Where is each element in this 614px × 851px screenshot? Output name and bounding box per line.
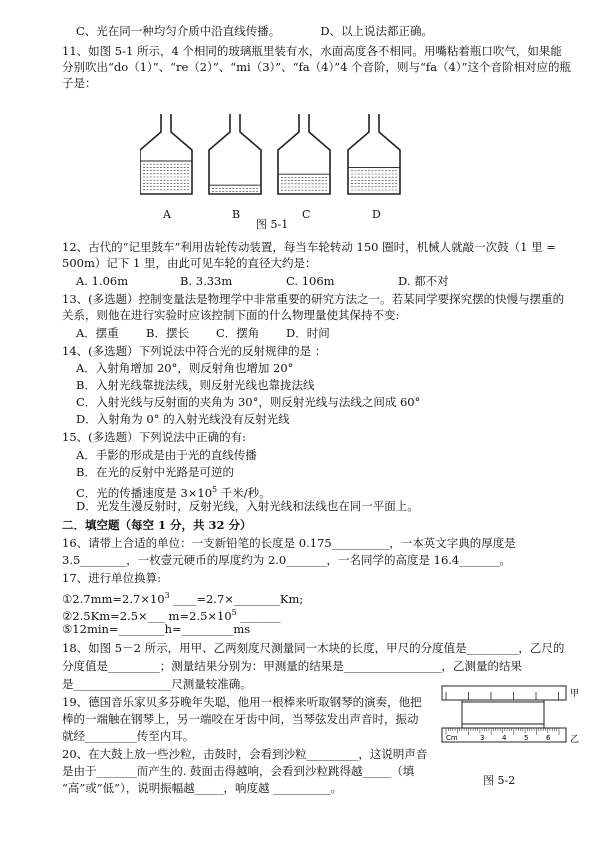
q16-line-1: 16、请带上合适的单位：一支新铅笔的长度是 0.175__________，一本英文字典的厚度是 bbox=[62, 536, 516, 550]
q15-option-c-exponent: 5 bbox=[212, 485, 218, 494]
q12-line-2: 500m）记下 1 里，由此可见车轮的直径大约是： bbox=[62, 256, 317, 270]
bottle-water bbox=[348, 168, 400, 190]
q13-option-d: D．时间 bbox=[286, 326, 330, 340]
bottle-outline bbox=[140, 114, 192, 194]
ruler-unit: Cm bbox=[446, 734, 458, 742]
figure-5-1-caption: 图 5-1 bbox=[256, 218, 289, 231]
bottle-outline bbox=[278, 114, 330, 194]
q15-stem: 15、(多选题）下列说法中正确的有: bbox=[62, 430, 246, 444]
q17-row-2-tail: _______ bbox=[236, 608, 281, 623]
q17-stem: 17、进行单位换算: bbox=[62, 571, 162, 585]
ruler-label-yi: 乙 bbox=[570, 735, 580, 745]
q10-option-c: C、光在同一种均匀介质中沿直线传播。 bbox=[76, 24, 281, 38]
bottle-label-a: A bbox=[163, 208, 171, 221]
q19-line-1: 19、德国音乐家贝多芬晚年失聪，他用一根棒来听取钢琴的演奏，他把 bbox=[62, 695, 422, 709]
ruler-tick-label-5: 5 bbox=[524, 734, 529, 742]
q15-option-b: B．在光的反射中光路是可逆的 bbox=[76, 465, 234, 479]
q17-row-1-text: ①2.7mm=2.7×10 bbox=[62, 591, 165, 606]
q20-line-2: 是由于_______而产生的. 鼓面击得越响，会看到沙粒跳得越_____（填 bbox=[62, 764, 415, 778]
bottle-water bbox=[209, 185, 261, 191]
q18-line-2: 分度值是_________；测量结果分别为：甲测量的结果是_________________，乙测量的结果 bbox=[62, 659, 522, 673]
q14-stem: 14、(多选题）下列说法中符合光的反射规律的是 ： bbox=[62, 344, 327, 358]
q12-option-a: A. 1.06m bbox=[76, 274, 129, 288]
q11-line-2: 分别吹出“do（1）”、“re（2）”、“mi（3）”、“fa（4）”4 个音阶，则与“fa（4）”这个音阶相对应的瓶 bbox=[62, 60, 571, 74]
q17-row-1-tail: ____=2.7×________Km; bbox=[169, 591, 304, 606]
q17-row-2-text: ②2.5Km=2.5×___ m=2.5×10 bbox=[62, 608, 232, 623]
bottle-label-b: B bbox=[232, 208, 241, 221]
q12-option-b: B. 3.33m bbox=[180, 274, 233, 288]
q14-option-c: C．入射光线与反射面的夹角为 30°，则反射光线与法线之间成 60° bbox=[76, 395, 421, 409]
q12-option-c: C. 106m bbox=[286, 274, 335, 288]
q15-option-c bbox=[76, 482, 271, 501]
q17-row-1-exponent: 3 bbox=[164, 591, 170, 600]
figure-5-2 bbox=[440, 684, 580, 756]
figure-5-1 bbox=[140, 110, 420, 220]
ruler-tick-label-4: 4 bbox=[502, 734, 507, 742]
q11-line-3: 子是： bbox=[62, 76, 97, 90]
q12-options bbox=[76, 274, 449, 289]
q20-line-3: “高”或“低”），说明振幅越_____，响度越 __________。 bbox=[62, 781, 343, 795]
q15-option-c-text: C．光的传播速度是 3×10 bbox=[76, 485, 213, 500]
q12-line-1: 12、古代的“记里鼓车”利用齿轮传动装置，每当车轮转动 150 圈时，机械人就敲一次鼓（1 里 = bbox=[62, 240, 556, 254]
q14-option-b: B．入射光线靠拢法线，则反射光线也靠拢法线 bbox=[76, 378, 315, 392]
q15-option-c-unit: 千米/秒。 bbox=[217, 485, 271, 500]
q13-line-2: 关系，则他在进行实验时应该控制下面的什么物理量使其保持不变: bbox=[62, 308, 400, 322]
q17-row-3: ⑤12min=________h=_________ms bbox=[62, 622, 251, 636]
q13-line-1: 13、(多选题）控制变量法是物理学中非常重要的研究方法之一。若某同学要探究摆的快慢与摆重的 bbox=[62, 292, 565, 306]
q13-options bbox=[76, 326, 330, 341]
bottle-label-c: C bbox=[302, 208, 311, 221]
ruler-top bbox=[442, 686, 566, 700]
q10-options bbox=[76, 24, 433, 39]
q13-option-b: B．摆长 bbox=[146, 326, 189, 340]
bottle-label-d: D bbox=[372, 208, 381, 221]
q14-option-a: A．入射角增加 20°，则反射角也增加 20° bbox=[76, 361, 294, 375]
section-2-heading: 二．填空题（每空 1 分，共 32 分） bbox=[62, 518, 252, 532]
q20-line-1: 20、在大鼓上放一些沙粒，击鼓时，会看到沙粒_________，这说明声音 bbox=[62, 747, 428, 761]
q11-line-1: 11、如图 5-1 所示，4 个相同的玻璃瓶里装有水，水面高度各不相同。用嘴粘着瓶口吹气，如果能 bbox=[62, 44, 562, 58]
bottle-outline bbox=[348, 114, 400, 194]
q17-row-2-exponent: 5 bbox=[231, 608, 237, 617]
q16-line-2: 3.5________，一枚壹元硬币的厚度约为 2.0_______，一名同学的高度是 16.4_______。 bbox=[62, 553, 511, 567]
bottle-water bbox=[278, 174, 330, 190]
q18-line-1: 18、如图 5－2 所示，用甲、乙两刻度尺测量同一木块的长度，甲尺的分度值是_________，乙尺的 bbox=[62, 641, 565, 655]
q13-option-a: A．摆重 bbox=[76, 326, 119, 340]
wooden-block bbox=[462, 702, 544, 724]
ruler-tick-label-6: 6 bbox=[546, 734, 551, 742]
q19-line-2: 棒的一端触在钢琴上，另一端咬在牙齿中间，当琴弦发出声音时，振动 bbox=[62, 712, 419, 726]
ruler-label-jia: 甲 bbox=[570, 689, 580, 699]
q15-option-a: A．手影的形成是由于光的直线传播 bbox=[76, 448, 257, 462]
q18-line-3: 是_________________尺测量较准确。 bbox=[62, 677, 252, 691]
q19-line-3: 就经_________传至内耳。 bbox=[62, 729, 195, 743]
q14-option-d: D．入射角为 0° 的入射光线没有反射光线 bbox=[76, 412, 290, 426]
q17-row-2 bbox=[62, 605, 281, 624]
q17-row-1 bbox=[62, 588, 303, 607]
q12-option-d: D. 都不对 bbox=[398, 274, 449, 288]
q15-option-d: D．光发生漫反射时，反射光线，入射光线和法线也在同一平面上。 bbox=[76, 499, 419, 513]
figure-5-2-caption: 图 5-2 bbox=[483, 774, 516, 787]
bottle-outline bbox=[209, 114, 261, 194]
q10-option-d: D、以上说法都正确。 bbox=[320, 24, 434, 38]
q13-option-c: C．摆角 bbox=[216, 326, 260, 340]
bottle-water bbox=[140, 161, 192, 190]
ruler-tick-label-3: 3 bbox=[480, 734, 485, 742]
